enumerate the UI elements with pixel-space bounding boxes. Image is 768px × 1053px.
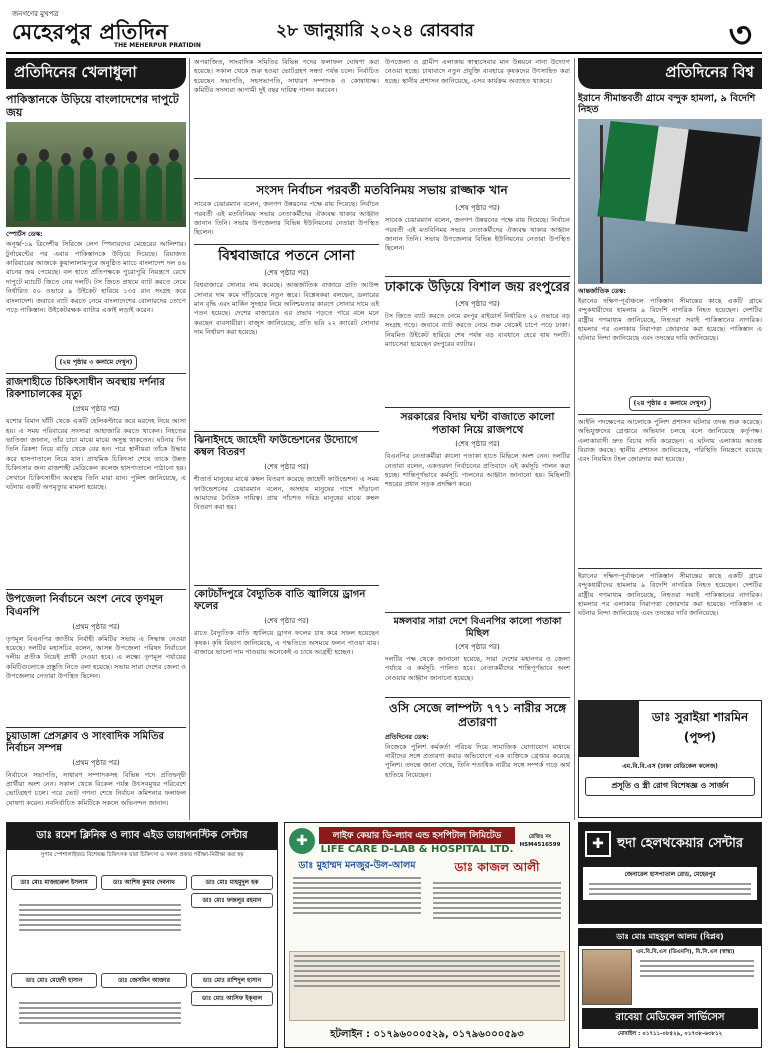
hospital-registration: রেজিঃ নং HSM4516599 xyxy=(519,834,561,848)
doctor-name: ডাঃ সুরাইয়া শারমিন (পুষ্প) xyxy=(651,710,749,744)
cricket-team-photo xyxy=(6,122,186,227)
doctor-ad-mahbub[interactable] xyxy=(578,928,762,1048)
section-heading-sports: প্রতিদিনের খেলাধুলা xyxy=(6,58,186,89)
clinic-phone: মোবাইল : ০১৭১১-০৮৫২৯, ০১৭৩৮-৬৩৮১২ xyxy=(617,1031,723,1037)
clinic-ad-ramesh[interactable] xyxy=(6,822,278,1048)
story-lead: প্রতিদিনের ডেস্ক: xyxy=(385,732,429,741)
story-headline[interactable]: উপজেলা নির্বাচনে অংশ নেবে তৃণমূল বিএনপি xyxy=(6,593,164,618)
newspaper-logo: মেহেরপুর প্রতিদিন xyxy=(12,19,169,44)
story-headline[interactable]: ঢাকাকে উড়িয়ে বিশাল জয় রংপুরের xyxy=(385,280,570,296)
doctor-ad-sumaiya[interactable] xyxy=(578,700,762,818)
story-body: ইরানের দক্ষিণ-পূর্বাঞ্চলে পাকিস্তান সীমান্তের কাছে একটি গ্রামে বন্দুকধারীদের হামলায় ৯ বিদেশি নাগরিক নিহত হয়েছেন। দেশটির রাষ্ট্রীয় গণমাধ্যম জানিয়েছে, নিহতরা সবাই পাকিস্তানের নাগরিক। হামলার পর এলাকায় নিরাপত্তা জোরদার করা হয়েছে। পাকিস্তান এ ঘটনার নিন্দা জানিয়েছে এবং তদন্তের দাবি জানিয়েছে। xyxy=(578,296,762,343)
story-headline[interactable]: সরকারের বিদায় ঘন্টা বাজাতে কালো পতাকা নিয়ে রাজপথে xyxy=(400,410,555,436)
story-lead: স্পোর্টস ডেস্ক: xyxy=(6,230,43,239)
continued-note: (২য় পৃষ্ঠার ৫ কলামে দেখুন) xyxy=(629,396,710,411)
story-body: উপজেলা ও গ্রামীণ এলাকায় স্বাস্থ্যসেবার মান উন্নয়নে নানা উদ্যোগ নেওয়া হচ্ছে। চাষাবাদে নতুন প্রযুক্তি ব্যবহারে কৃষকদের উৎসাহিত করা হচ্ছে। স্থানীয় প্রশাসন জানিয়েছে, এসব কার্যক্রম অব্যাহত থাকবে। xyxy=(385,58,570,85)
masthead-tagline: জনগণের মুখপত্র xyxy=(12,10,59,18)
story-headline[interactable]: ইরানে সীমান্তবর্তী গ্রামে বন্দুক হামলা, ৯ বিদেশি নিহত xyxy=(578,93,756,116)
story-body: দলটির পক্ষ থেকে জানানো হয়েছে, সারা দেশের মহানগর ও জেলা পর্যায়ে এ কর্মসূচি পালিত হবে। নেতাকর্মীদের শান্তিপূর্ণভাবে অংশ নেওয়ার আহ্বান জানানো হয়েছে। xyxy=(385,654,570,682)
story-headline[interactable]: সংসদ নির্বাচন পরবর্তী মতবিনিময় সভায় রাজ্জাক খান xyxy=(256,183,508,197)
story-body: আইনি পদক্ষেপের আলোকে পুলিশ প্রশাসন ঘটনার তদন্ত শুরু করেছে। অভিযুক্তদের গ্রেপ্তারে অভিযান চলছে বলে জানিয়েছে কর্তৃপক্ষ। এলাকাবাসী দ্রুত বিচার দাবি করেছেন। এ ঘটনায় এলাকায় আতঙ্ক বিরাজ করছে। স্থানীয় প্রশাসন জানিয়েছে, পরিস্থিতি নিয়ন্ত্রণে রয়েছে এবং নিয়মিত টহল জোরদার করা হয়েছে। xyxy=(578,417,762,464)
hospital-name-en: LIFE CARE D-LAB & HOSPITAL LTD. xyxy=(320,844,514,855)
story-body: বিএনপির নেতাকর্মীরা কালো পতাকা হাতে মিছিলে অংশ নেন। দলটির নেতারা বলেন, একতরফা নির্বাচনের প্রতিবাদে এই কর্মসূচি পালন করা হচ্ছে। শান্তিপূর্ণভাবে কর্মসূচি পালনের আহ্বান জানানো হয়। মিছিলটি শহরের প্রধান সড়ক প্রদক্ষিণ করে। xyxy=(385,452,570,489)
story-body: নির্বাচনে সভাপতি, সাধারণ সম্পাদকসহ বিভিন্ন পদে প্রতিদ্বন্দ্বী প্রার্থীরা অংশ নেন। সকাল থেকে বিকেল পর্যন্ত উৎসবমুখর পরিবেশে ভোটগ্রহণ চলে। পরে ভোট গণনা শেষে নির্বাচন কমিশনার ফলাফল ঘোষণা করেন। নবনির্বাচিত কমিটিকে সকলে অভিনন্দন জানান। xyxy=(6,770,186,807)
hospital-name-bn: লাইফ কেয়ার ডি-ল্যাব এন্ড হসপিটাল লিমিটেড xyxy=(319,827,515,844)
story-body: টস জিতে ব্যাট করতে নেমে রংপুর রাইডার্স নির্ধারিত ২০ ওভারে বড় সংগ্রহ গড়ে। জবাবে ব্যাট করতে নেমে শুরু থেকেই চাপে পড়ে ঢাকা। নিয়মিত উইকেট হারিয়ে শেষ পর্যন্ত বড় ব্যবধানে হেরে যায় দলটি। ম্যাচসেরা হয়েছেন রংপুরের ব্যাটার। xyxy=(385,311,570,349)
issue-date: ২৮ জানুয়ারি ২০২৪ রোববার xyxy=(276,21,474,41)
doctor-card: ডাঃ জেসমিন আক্তার xyxy=(101,973,187,988)
doctor-degree: এম.বি.বি.এস (ঢাকা মেডিকেল কলেজ) xyxy=(622,763,718,770)
story-lead: আন্তর্জাতিক ডেস্ক: xyxy=(578,286,627,295)
doctor-card: ডাঃ মোঃ রাশিদুল হাসান xyxy=(191,973,273,988)
story-kicker: (প্রথম পৃষ্ঠার পর) xyxy=(72,758,120,767)
column-divider xyxy=(574,58,575,820)
doctor-name: ডাঃ মোঃ মাহবুবুল আলম (বিপ্লব) xyxy=(579,929,761,946)
page-number: ৩ xyxy=(728,14,752,56)
world-column xyxy=(578,58,762,820)
story-body: অনূর্ধ্ব-১৯ ত্রিদেশীয় সিরিজে লেগ স্পিনারদের মেহেরের আলিশার। টুর্নামেন্টের পর এবার পাকিস্তানকে উড়িয়ে দিয়েছে। রিয়াজত কারিয়ারের আজকে কুয়ালালামপুরে অনুষ্ঠিত ম্যাচে বাংলাদেশ দল ৪৬ রানের জয় পেয়েছে। বল হাতে প্রতিপক্ষকে পুরোপুরি নিয়ন্ত্রণে রেখে দাপুটে ম্যাচটি জিতে নেয় দলটি। টস জিতে প্রথমে ব্যাট করতে নেমে নির্ধারিত ৫০ ওভারে ৯ উইকেট হারিয়ে ১৩৫ রান সংগ্রহ করে বাংলাদেশ। জবাবে ব্যাট করতে নেমে বাংলাদেশের বোলারদের তোপে পড়ে পাকিস্তান। উইকেটরক্ষক ব্যাটার একাই লড়াই করেন। xyxy=(6,240,186,314)
doctor-card: ডাঃ আশিষ কুমার দেবনাথ xyxy=(101,875,187,890)
story-headline[interactable]: চুয়াডাঙ্গা প্রেসক্লাব ও সাংবাদিক সমিতির নির্বাচন সম্পন্ন xyxy=(6,730,164,754)
clinic-subtitle: সুপার স্পেশালাইজড বিশেষজ্ঞ চিকিৎসক দ্বারা চিকিৎসা ও সকল প্রকার পরীক্ষা-নিরীক্ষা করা হয় xyxy=(40,852,244,858)
story-headline[interactable]: মঙ্গলবার সারা দেশে বিএনপির কালো পতাকা মিছিল xyxy=(393,616,562,639)
clinic-logo-icon: ✚ xyxy=(585,831,611,857)
doctor-speciality: প্রসূতি ও স্ত্রী রোগ বিশেষজ্ঞ ও সার্জন xyxy=(585,777,755,796)
story-body: সাবেক চেয়ারম্যান বলেন, জনগণ উন্নয়নের পক্ষে রায় দিয়েছে। নির্বাচন পরবর্তী এই মতবিনিময় সভায় নেতাকর্মীদের ঐক্যবদ্ধ থাকার আহ্বান জানান তিনি। সভায় উপজেলার বিভিন্ন ইউনিয়নের নেতারা উপস্থিত ছিলেন। xyxy=(194,200,379,237)
story-body: রাতে বৈদ্যুতিক বাতি জ্বালিয়ে ড্রাগন ফলের চাষ করে সফল হয়েছেন কৃষক। কৃষি বিভাগ জানিয়েছে, এ পদ্ধতিতে অসময়ে ফলন পাওয়া যায়। বাজারে ভালো দাম পাওয়ায় অনেকেই এ চাষে আগ্রহী হচ্ছেন। xyxy=(194,629,379,656)
story-kicker: (শেষ পৃষ্ঠার পর) xyxy=(455,440,500,449)
story-body: যশোর বিমান ঘাঁটি থেকে একটি হেলিকপ্টারে করে মরদেহ নিয়ে আসা হয়। এ সময় পরিবারের সদস্যরা আহাজারি করতে থাকেন। নিহতের ভাতিজা জানান, তাঁর চাচা মাঝে মাঝে অসুস্থ থাকতেন। ঘটনার দিন তিনি রিকশা নিয়ে বাড়ি থেকে বের হন। পরে স্থানীয়রা তাঁকে উদ্ধার করে হাসপাতালে নিয়ে যান। প্রাথমিক চিকিৎসা শেষে তাকে উন্নত চিকিৎসার জন্য রাজশাহী মেডিকেল কলেজ হাসপাতালে পাঠানো হয়। সেখানে চিকিৎসাধীন অবস্থায় তিনি মারা যান। পুলিশ জানিয়েছে, এ ঘটনায় একটি অপমৃত্যুর মামলা হয়েছে। xyxy=(6,417,186,491)
news-column xyxy=(194,58,570,820)
doctor-name: ডাঃ মুহাম্মদ মনজুর-উল-আলম xyxy=(298,860,416,871)
story-kicker: (শেষ পৃষ্ঠার পর) xyxy=(455,642,500,651)
doctor-name: ডাঃ কাজল আলী xyxy=(454,860,540,874)
story-headline[interactable]: কোটচাঁদপুরে বৈদ্যুতিক বাতি জ্বালিয়ে ড্রাগন ফলের xyxy=(194,589,366,613)
doctor-photo xyxy=(582,949,632,1005)
story-body: তৃণমূল বিএনপির জাতীয় নির্বাহী কমিটির সভায় এ সিদ্ধান্ত নেওয়া হয়েছে। দলটির মহাসচিব বলেন, আসন্ন উপজেলা পরিষদ নির্বাচনে দলীয় প্রতীক নিয়েই প্রার্থী দেওয়া হবে। এ লক্ষ্যে তৃণমূল পর্যায়ের কমিটিগুলোকে প্রস্তুতি নিতে বলা হয়েছে। সভায় সারা দেশের জেলা ও উপজেলার নেতারা উপস্থিত ছিলেন। xyxy=(6,634,186,680)
story-kicker: (শেষ পৃষ্ঠার পর) xyxy=(264,463,309,472)
story-kicker: (শেষ পৃষ্ঠার পর) xyxy=(264,269,309,278)
section-heading-world: প্রতিদিনের বিশ্ব xyxy=(578,58,762,89)
story-headline[interactable]: ওসি সেজে লাম্পট্য ৭৭১ নারীর সঙ্গে প্রতারণা xyxy=(388,700,567,730)
masthead xyxy=(6,6,762,54)
doctor-degree: এম.বি.বি.এস (ডিএমসি), বি.সি.এস (স্বাস্থ্য) xyxy=(636,949,735,955)
clinic-address: জেনারেল হাসপাতাল রোড, মেহেরপুর xyxy=(624,871,716,878)
clinic-name: ডাঃ রমেশ ক্লিনিক ও ল্যাব এইড ডায়াগনস্টিক সেন্টার xyxy=(7,823,277,850)
story-kicker: (শেষ পৃষ্ঠার পর) xyxy=(264,617,309,626)
hospital-logo-icon: ✚ xyxy=(289,828,315,854)
story-headline[interactable]: ঝিনাইদহে জাহেদী ফাউন্ডেশনের উদ্যোগে কম্বল বিতরণ xyxy=(194,435,358,459)
sports-column xyxy=(6,58,186,820)
story-kicker: (প্রথম পৃষ্ঠার পর) xyxy=(72,622,120,631)
iran-flag-photo xyxy=(578,119,762,284)
story-body: নিজেকে পুলিশ কর্মকর্তা পরিচয় দিয়ে সামাজিক যোগাযোগ মাধ্যমে নারীদের সঙ্গে প্রতারণা করার অভিযোগে এক ব্যক্তিকে গ্রেপ্তার করেছে পুলিশ। তদন্তে জানা গেছে, তিনি শতাধিক নারীর সঙ্গে সম্পর্ক গড়ে অর্থ হাতিয়ে নিয়েছেন। xyxy=(385,742,570,779)
story-body: সাবেক চেয়ারম্যান বলেন, জনগণ উন্নয়নের পক্ষে রায় দিয়েছে। নির্বাচন পরবর্তী এই মতবিনিময় সভায় নেতাকর্মীদের ঐক্যবদ্ধ থাকার আহ্বান জানান তিনি। সভায় উপজেলার বিভিন্ন ইউনিয়নের নেতারা উপস্থিত ছিলেন। xyxy=(385,216,570,253)
story-headline[interactable]: পাকিস্তানকে উড়িয়ে বাংলাদেশের দাপুটে জয় xyxy=(6,93,179,120)
hospital-ad-lifecare[interactable] xyxy=(284,822,570,1048)
story-kicker: (শেষ পৃষ্ঠার পর) xyxy=(455,299,500,308)
story-headline[interactable]: রাজশাহীতে চিকিৎসাধীন অবস্থায় দর্শনার রিকশাচালকের মৃত্যু xyxy=(6,377,165,401)
doctor-card: ডাঃ মোঃ ফজলুর রহমান xyxy=(191,893,273,908)
column-divider xyxy=(189,58,190,820)
story-body: শীতার্ত মানুষের মাঝে কম্বল বিতরণ করেছে জাহেদী ফাউন্ডেশন। এ সময় ফাউন্ডেশনের চেয়ারম্যান বলেন, অসহায় মানুষের পাশে দাঁড়ানো আমাদের নৈতিক দায়িত্ব। প্রায় পাঁচশত দরিদ্র মানুষের মাঝে কম্বল বিতরণ করা হয়। xyxy=(194,475,379,512)
doctor-card: ডাঃ মোঃ আসিফ ইক্‌বাল xyxy=(191,991,273,1006)
doctor-card: ডাঃ মোঃ মাজহারুল ইসলাম xyxy=(11,875,97,890)
story-body: বিশ্ববাজারে সোনার দাম কমেছে। আন্তর্জাতিক বাজারে প্রতি আউন্স সোনার দাম কমে দাঁড়িয়েছে নতুন স্তরে। বিশ্লেষকরা বলছেন, ডলারের মান বৃদ্ধি এবং মার্কিন সুদহার নিয়ে অনিশ্চয়তার কারণে সোনার দামে এই পতন হয়েছে। দেশের বাজারেও এর প্রভাব পড়তে পারে বলে মনে করছেন ব্যবসায়ীরা। বাজুস জানিয়েছে, প্রতি ভরি ২২ ক্যারেট সোনার দাম নির্ধারণ করা হয়েছে। xyxy=(194,281,379,336)
doctor-card: ডাঃ মোঃ মেহেদী হাসান xyxy=(11,973,97,988)
story-kicker: (শেষ পৃষ্ঠার পর) xyxy=(455,204,500,213)
story-body: অপরাজিত, সাংবাদিক সমিতির বিভিন্ন পদের ফলাফল ঘোষণা করা হয়েছে। সকাল থেকে শুরু হওয়া ভোটগ্রহণ সন্ধ্যা পর্যন্ত চলে। নির্বাচিত হয়েছেন সভাপতি, সহসভাপতি, সাধারণ সম্পাদক ও কোষাধ্যক্ষ। কমিটির সদস্যরা আগামী দুই বছর দায়িত্ব পালন করবেন। xyxy=(194,58,379,95)
clinic-name: হুদা হেলথকেয়ার সেন্টার xyxy=(617,835,744,851)
story-body: ইরানের দক্ষিণ-পূর্বাঞ্চলে পাকিস্তান সীমান্তের কাছে একটি গ্রামে বন্দুকধারীদের হামলায় ৯ বিদেশি নাগরিক নিহত হয়েছেন। দেশটির রাষ্ট্রীয় গণমাধ্যম জানিয়েছে, নিহতরা সবাই পাকিস্তানের নাগরিক। হামলার পর এলাকায় নিরাপত্তা জোরদার করা হয়েছে। পাকিস্তান এ ঘটনার নিন্দা জানিয়েছে এবং তদন্তের দাবি জানিয়েছে। xyxy=(578,571,762,618)
story-headline[interactable]: বিশ্ববাজারে পতনে সোনা xyxy=(218,248,355,265)
clinic-name: রাবেয়া মেডিকেল সার্ভিসেস xyxy=(582,1008,758,1029)
story-kicker: (প্রথম পৃষ্ঠার পর) xyxy=(72,405,120,414)
doctor-card: ডাঃ মোঃ মাহমুদুল হক xyxy=(191,875,273,890)
continued-note: (২য় পৃষ্ঠার ৩ কলামে দেখুন) xyxy=(55,355,136,370)
newspaper-logo-english: THE MEHERPUR PRATIDIN xyxy=(114,42,201,49)
clinic-ad-huda[interactable] xyxy=(578,822,762,924)
hotline-number: হটলাইন : ০১৭৯৬০০০৫২৯, ০১৭৯৬০০০৫৯৩ xyxy=(330,1029,524,1040)
